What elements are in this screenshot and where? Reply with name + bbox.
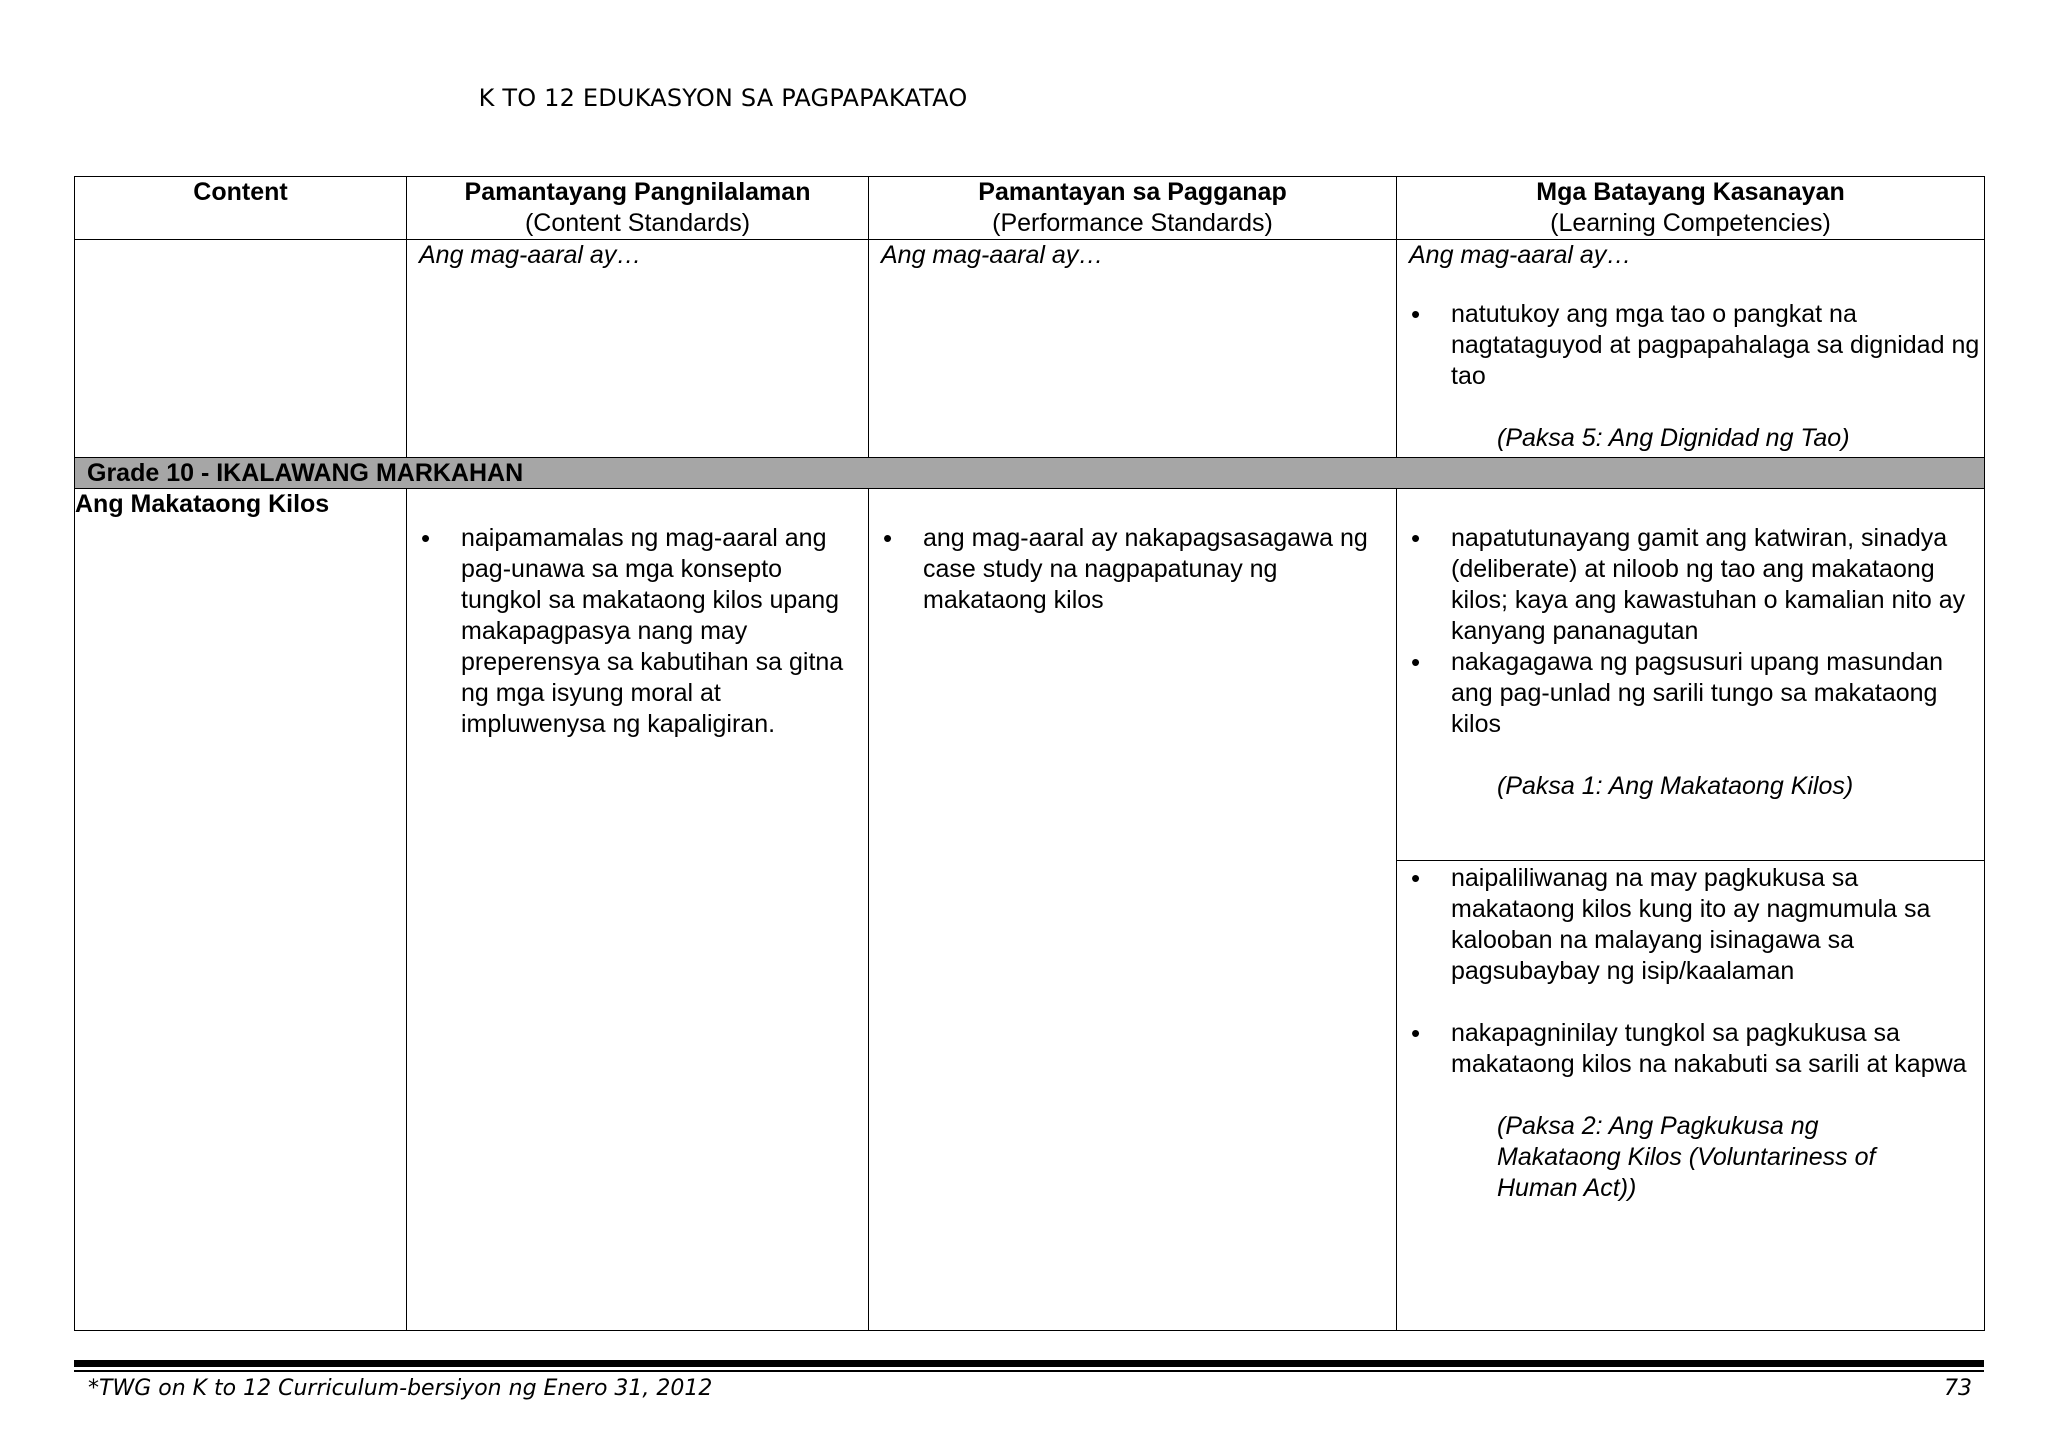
competency-item: • nakapagninilay tungkol sa pagkukusa sa makataong kilos na nakabuti sa sarili at kapwa	[1397, 1018, 1974, 1080]
competencies-cell-a	[1397, 489, 1985, 861]
table-row	[75, 489, 1985, 861]
header-performance-standards-subtitle: (Performance Standards)	[992, 209, 1273, 237]
footer-rule	[74, 1360, 1984, 1367]
performance-standard-list	[869, 523, 1396, 616]
competency-item: • natutukoy ang mga tao o pangkat na nagtataguyod at pagpapahalaga sa dignidad ng tao	[1397, 299, 1984, 392]
competency-list	[1397, 863, 1984, 1080]
performance-standard-cell	[869, 489, 1397, 1331]
content-standard-list	[407, 523, 868, 740]
grade-band-row	[75, 458, 1985, 489]
competency-list	[1397, 523, 1984, 740]
header-content-standards-title: Pamantayang Pangnilalaman	[464, 178, 811, 206]
row1-content-standard-cell	[407, 240, 869, 458]
row1-performance-standard-cell	[869, 240, 1397, 458]
row1-content-cell	[75, 240, 407, 458]
lead-text: Ang mag-aaral ay…	[1409, 241, 1632, 269]
page-number: 73	[1944, 1376, 1972, 1401]
competency-list	[1397, 299, 1984, 392]
content-topic: Ang Makataong Kilos	[75, 489, 407, 1331]
footer-note: *TWG on K to 12 Curriculum-bersiyon ng Enero 31, 2012	[88, 1376, 713, 1401]
header-learning-competencies-subtitle: (Learning Competencies)	[1550, 209, 1831, 237]
footer-rule-thin	[74, 1370, 1984, 1372]
page-header-title: K TO 12 EDUKASYON SA PAGPAPAKATAO	[478, 84, 968, 112]
header-learning-competencies-title: Mga Batayang Kasanayan	[1536, 178, 1845, 206]
row1-competencies-cell	[1397, 240, 1985, 458]
table-header-row	[75, 177, 1985, 240]
lead-text: Ang mag-aaral ay…	[419, 241, 642, 269]
topic-label: (Paksa 2: Ang Pagkukusa ng Makataong Kilos (Voluntariness of Human Act))	[1497, 1112, 1876, 1202]
header-content-standards-subtitle: (Content Standards)	[524, 209, 751, 237]
header-performance-standards	[869, 177, 1397, 240]
header-content-standards	[407, 177, 869, 240]
header-learning-competencies	[1397, 177, 1985, 240]
competencies-cell-b	[1397, 861, 1985, 1331]
header-content-title: Content	[193, 178, 288, 206]
competency-item: • napatutunayang gamit ang katwiran, sinadya (deliberate) at niloob ng tao ang makataong kilos; kaya ang kawastuhan o kamalian nito ay kanyang pananagutan	[1397, 523, 1974, 647]
lead-text: Ang mag-aaral ay…	[881, 241, 1104, 269]
topic-label: (Paksa 1: Ang Makataong Kilos)	[1497, 772, 1854, 800]
curriculum-table	[74, 176, 1985, 1331]
table-row	[75, 240, 1985, 458]
content-standard-cell	[407, 489, 869, 1331]
performance-standard-item: • ang mag-aaral ay nakapagsasagawa ng case study na nagpapatunay ng makataong kilos	[869, 523, 1386, 616]
header-content	[75, 177, 407, 240]
grade-band-label: Grade 10 - IKALAWANG MARKAHAN	[75, 458, 1985, 489]
topic-label: (Paksa 5: Ang Dignidad ng Tao)	[1497, 424, 1850, 452]
competency-item: • nakagagawa ng pagsusuri upang masundan ang pag-unlad ng sarili tungo sa makataong kilos	[1397, 647, 1974, 740]
competency-item: • naipaliliwanag na may pagkukusa sa makataong kilos kung ito ay nagmumula sa kalooban na malayang isinagawa sa pagsubaybay ng isip/kaalaman	[1397, 863, 1974, 987]
header-performance-standards-title: Pamantayan sa Pagganap	[978, 178, 1287, 206]
content-standard-item: • naipamamalas ng mag-aaral ang pag-unawa sa mga konsepto tungkol sa makataong kilos upang makapagpasya nang may preperensya sa kabutihan sa gitna ng mga isyung moral at impluwenysa ng kapaligiran.	[407, 523, 858, 740]
